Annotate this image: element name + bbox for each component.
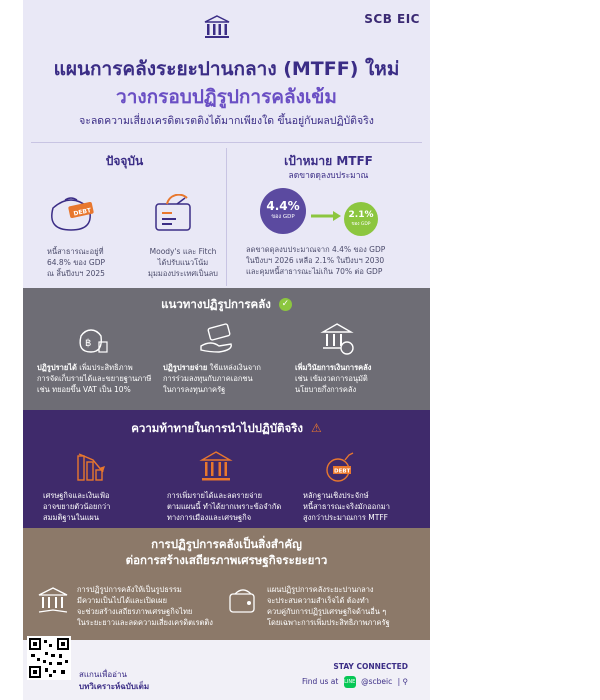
debt-label: DEBT — [334, 468, 351, 475]
reform-title: แนวทางปฏิรูปการคลัง ✓ — [23, 296, 430, 314]
line-handle: @scbeic — [361, 677, 393, 686]
scan-label: สแกนเพื่ออ่าน — [79, 670, 127, 679]
current-title: ปัจจุบัน — [105, 154, 144, 168]
find-us-row[interactable]: Find us at LINE @scbeic | ⚲ — [301, 677, 408, 686]
reform-expense-text: ปฏิรูปรายจ่าย ใช้แหล่งเงินจาก การร่วมลงทุนกับภาคเอกชน ในการลงทุนภาครัฐ — [163, 363, 261, 394]
wallet-icon — [227, 586, 259, 616]
rating-gauge-icon — [153, 194, 195, 234]
arrow-right-icon — [311, 206, 341, 216]
debt-text: หนี้สาธารณะอยู่ที่ 64.8% ของ GDP ณ สิ้นปีงบฯ 2025 — [47, 247, 105, 278]
hand-money-icon — [199, 322, 235, 356]
scan-label-line2: บทวิเคราะห์ฉบับเต็ม — [79, 682, 150, 691]
target-title: เป้าหมาย MTFF — [284, 154, 373, 168]
reform-revenue-text: ปฏิรูปรายได้ เพิ่มประสิทธิภาพ การจัดเก็บรายได้และขยายฐานภาษี เช่น ทยอยขึ้น VAT เป็น 10% — [37, 363, 152, 394]
target-text: ลดขาดดุลงบประมาณจาก 4.4% ของ GDP ในปีงบฯ 2026 เหลือ 2.1% ในปีงบฯ 2030 และคุมหนี้สาธารณะไม่เกิน 70% ต่อ GDP — [246, 245, 386, 276]
line-icon: LINE — [344, 676, 356, 688]
rating-text: Moody's และ Fitch ได้ปรับแนวโน้ม มุมมองประเทศเป็นลบ — [148, 247, 218, 278]
stay-connected-label: STAY CONNECTED — [333, 662, 408, 671]
qr-code[interactable] — [27, 636, 71, 680]
divider — [31, 142, 422, 143]
challenge-politics-text: การเพิ่มรายได้และลดรายจ่าย ตามแผนนี้ ทำได้ยากเพราะข้อจำกัด ทางการเมืองและเศรษฐกิจ — [167, 491, 282, 522]
declining-chart-icon — [75, 450, 109, 484]
debt-bomb-icon — [323, 450, 357, 484]
deficit-from-badge: 4.4% ของ GDP — [260, 188, 306, 234]
page-title-line2: วางกรอบปฏิรูปการคลังเข้ม — [116, 86, 337, 108]
debt-bag-icon — [45, 190, 97, 234]
target-subtitle: ลดขาดดุลงบประมาณ — [288, 171, 369, 181]
challenge-title: ความท้าทายในการนำไปปฏิบัติจริง ⚠ — [131, 421, 322, 435]
fiscal-discipline-icon — [319, 322, 355, 356]
challenge-debt-text: หลักฐานเชิงประจักษ์ หนี้สาธารณะจริงมักออกมา สูงกว่าประมาณการ MTFF — [303, 491, 390, 522]
reform-discipline-text: เพิ่มวินัยการเงินการคลัง เช่น เข้มงวดการอนุมัติ นโยบายกึ่งการคลัง — [295, 363, 372, 394]
warning-icon: ⚠ — [311, 421, 322, 435]
money-bag-icon — [73, 322, 109, 356]
importance-reform-text: แผนปฏิรูปการคลังระยะปานกลาง จะประสบความสำเร็จได้ ต้องทำ ควบคู่กับการปฏิรูปเศรษฐกิจด้านอื่น ๆ โดยเฉพาะการเพิ่มประสิทธิภาพภาครัฐ — [267, 585, 390, 627]
challenge-economy-text: เศรษฐกิจและเงินเฟ้อ อาจขยายตัวน้อยกว่า สมมติฐานในแผน — [43, 491, 111, 522]
importance-section — [23, 528, 430, 640]
bank-icon — [203, 14, 231, 40]
page-title: แผนการคลังระยะปานกลาง (MTFF) ใหม่ — [53, 58, 400, 80]
challenge-section — [23, 410, 430, 528]
government-building-icon — [199, 450, 233, 484]
debt-label: DEBT — [72, 206, 92, 218]
search-icon: | ⚲ — [397, 677, 408, 686]
importance-title-line2: ต่อการสร้างเสถียรภาพเศรษฐกิจระยะยาว — [125, 553, 328, 567]
importance-stability-text: การปฏิรูปการคลังให้เป็นรูปธรรม มีความเป็นไปได้และเปิดเผย จะช่วยสร้างเสถียรภาพเศรษฐกิจไทย ในระยะยาวและลดความเสี่ยงเครดิตเรตติง — [77, 585, 213, 627]
check-icon: ✓ — [279, 298, 292, 311]
brand-logo: SCB EIC — [364, 12, 420, 26]
page-subtitle: จะลดความเสี่ยงเครดิตเรตติงได้มากเพียงใด ขึ้นอยู่กับผลปฏิบัติจริง — [79, 115, 374, 127]
svg-text:฿: ฿ — [85, 338, 92, 349]
stability-bank-icon — [37, 586, 69, 616]
reform-section — [23, 288, 430, 410]
infographic — [23, 0, 430, 700]
deficit-to-badge: 2.1% ของ GDP — [344, 202, 378, 236]
importance-title: การปฏิรูปการคลังเป็นสิ่งสำคัญ — [151, 537, 302, 551]
